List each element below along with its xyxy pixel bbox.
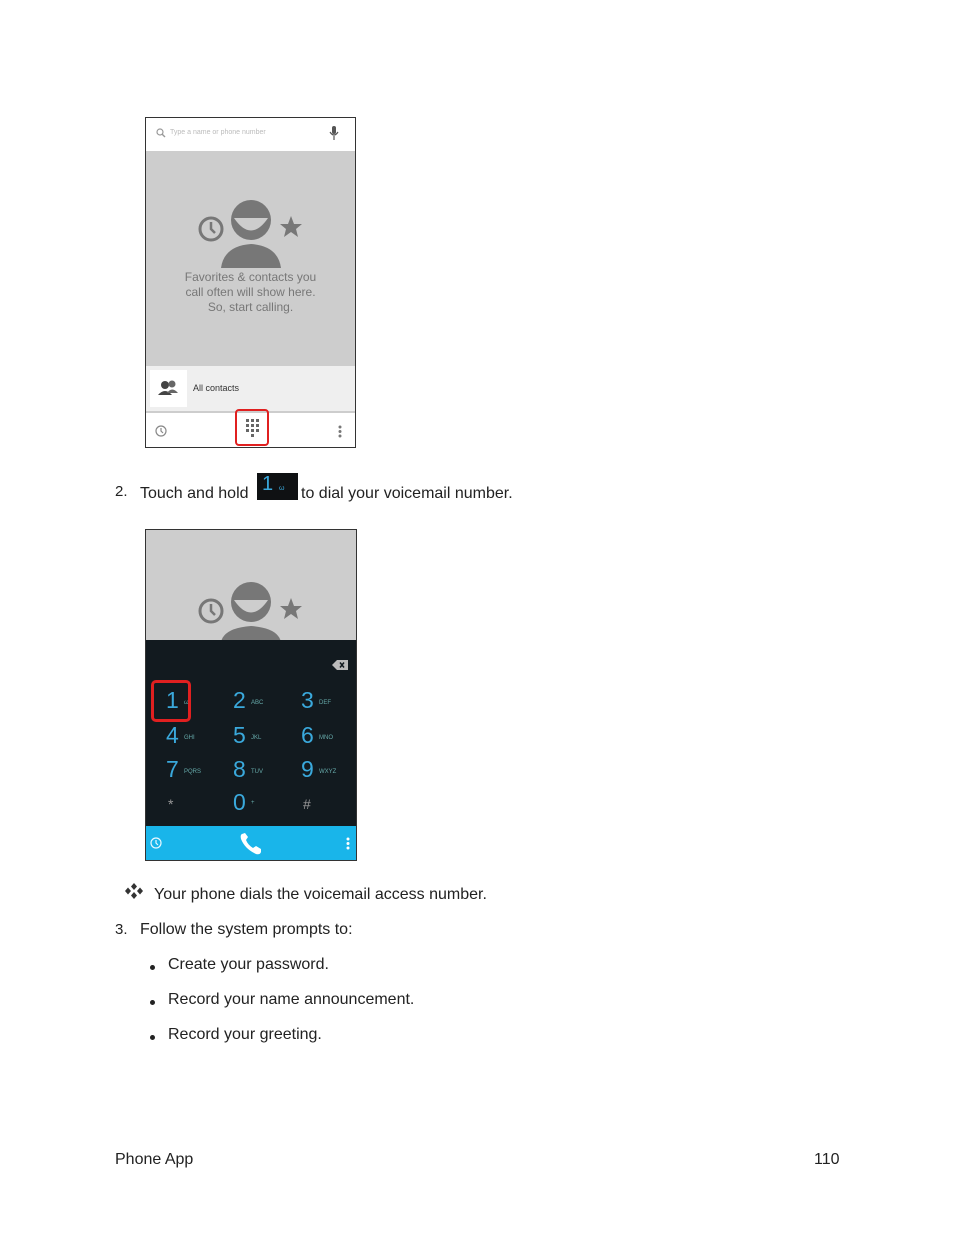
phone-screenshot-favorites <box>145 117 356 448</box>
all-contacts-label: All contacts <box>193 383 240 393</box>
key-digit: 5 <box>233 722 246 748</box>
step-number: 3. <box>115 921 128 938</box>
key-letters: JKL <box>251 735 262 741</box>
voicemail-icon: ω <box>279 485 285 492</box>
recent-calls-icon[interactable] <box>150 837 162 849</box>
key-digit: 7 <box>166 756 179 782</box>
dialpad-key-1-inline <box>257 473 298 500</box>
step3-text: Follow the system prompts to: <box>140 921 353 938</box>
call-icon[interactable] <box>238 832 264 856</box>
search-icon <box>156 128 166 138</box>
dialpad-button-highlighted[interactable] <box>235 409 269 446</box>
favorites-empty-message <box>146 270 355 315</box>
key-digit: 4 <box>166 722 179 748</box>
recent-calls-icon[interactable] <box>155 425 167 437</box>
empty-message-line: Favorites & contacts you <box>184 270 317 284</box>
bullet-item: Record your greeting. <box>168 1026 322 1043</box>
search-bar[interactable] <box>146 118 355 151</box>
call-action-bar <box>146 826 356 861</box>
key-digit: 8 <box>233 756 246 782</box>
key-letters: GHI <box>184 735 195 741</box>
key-digit: 3 <box>301 687 314 713</box>
page-number: 110 <box>814 1151 840 1168</box>
bullet-item: Create your password. <box>168 956 329 973</box>
key-letters: PQRS <box>184 769 202 775</box>
key-digit: 2 <box>233 687 246 713</box>
result-diamond-icon <box>125 883 143 899</box>
dialpad-icon <box>246 419 260 439</box>
key-digit: 9 <box>301 756 314 782</box>
dialpad-panel <box>146 640 356 826</box>
backspace-icon[interactable] <box>332 660 348 670</box>
more-options-icon[interactable] <box>346 837 350 850</box>
phone-screenshot-dialpad <box>145 529 357 861</box>
empty-message-line: So, start calling. <box>207 300 294 314</box>
favorites-empty-icon <box>196 580 306 640</box>
empty-message-line: call often will show here. <box>185 285 316 299</box>
key-letters: TUV <box>251 769 263 775</box>
key-digit: 6 <box>301 722 314 748</box>
result-text: Your phone dials the voicemail access number. <box>154 886 487 903</box>
key-digit: # <box>303 796 311 812</box>
key-letters: WXYZ <box>319 769 337 775</box>
key-digit: 1 <box>166 687 179 713</box>
key-letters: + <box>251 800 255 806</box>
step-number: 2. <box>115 483 128 500</box>
key-digit: * <box>168 796 174 812</box>
voicemail-icon: ω <box>184 700 189 706</box>
bullet-item: Record your name announcement. <box>168 991 415 1008</box>
key-letters: DEF <box>319 700 331 706</box>
search-placeholder: Type a name or phone number <box>170 129 266 136</box>
contacts-icon-box <box>150 370 187 407</box>
footer-section-title: Phone App <box>115 1151 194 1168</box>
contacts-icon <box>150 370 187 407</box>
highlight-box <box>151 680 191 722</box>
all-contacts-row[interactable] <box>146 366 355 411</box>
more-options-icon[interactable] <box>338 425 342 438</box>
key-letters: MNO <box>319 735 333 741</box>
key-letters: ABC <box>251 700 264 706</box>
microphone-icon[interactable] <box>329 126 339 140</box>
bullet-dot <box>150 1000 155 1005</box>
key-digit: 0 <box>233 789 246 815</box>
bullet-dot <box>150 1035 155 1040</box>
bullet-dot <box>150 965 155 970</box>
key-digit: 1 <box>262 473 274 495</box>
favorites-empty-icon <box>196 198 306 268</box>
step2-text-before: Touch and hold <box>140 485 249 502</box>
step2-text-after: to dial your voicemail number. <box>301 485 513 502</box>
bottom-action-bar <box>146 413 355 448</box>
